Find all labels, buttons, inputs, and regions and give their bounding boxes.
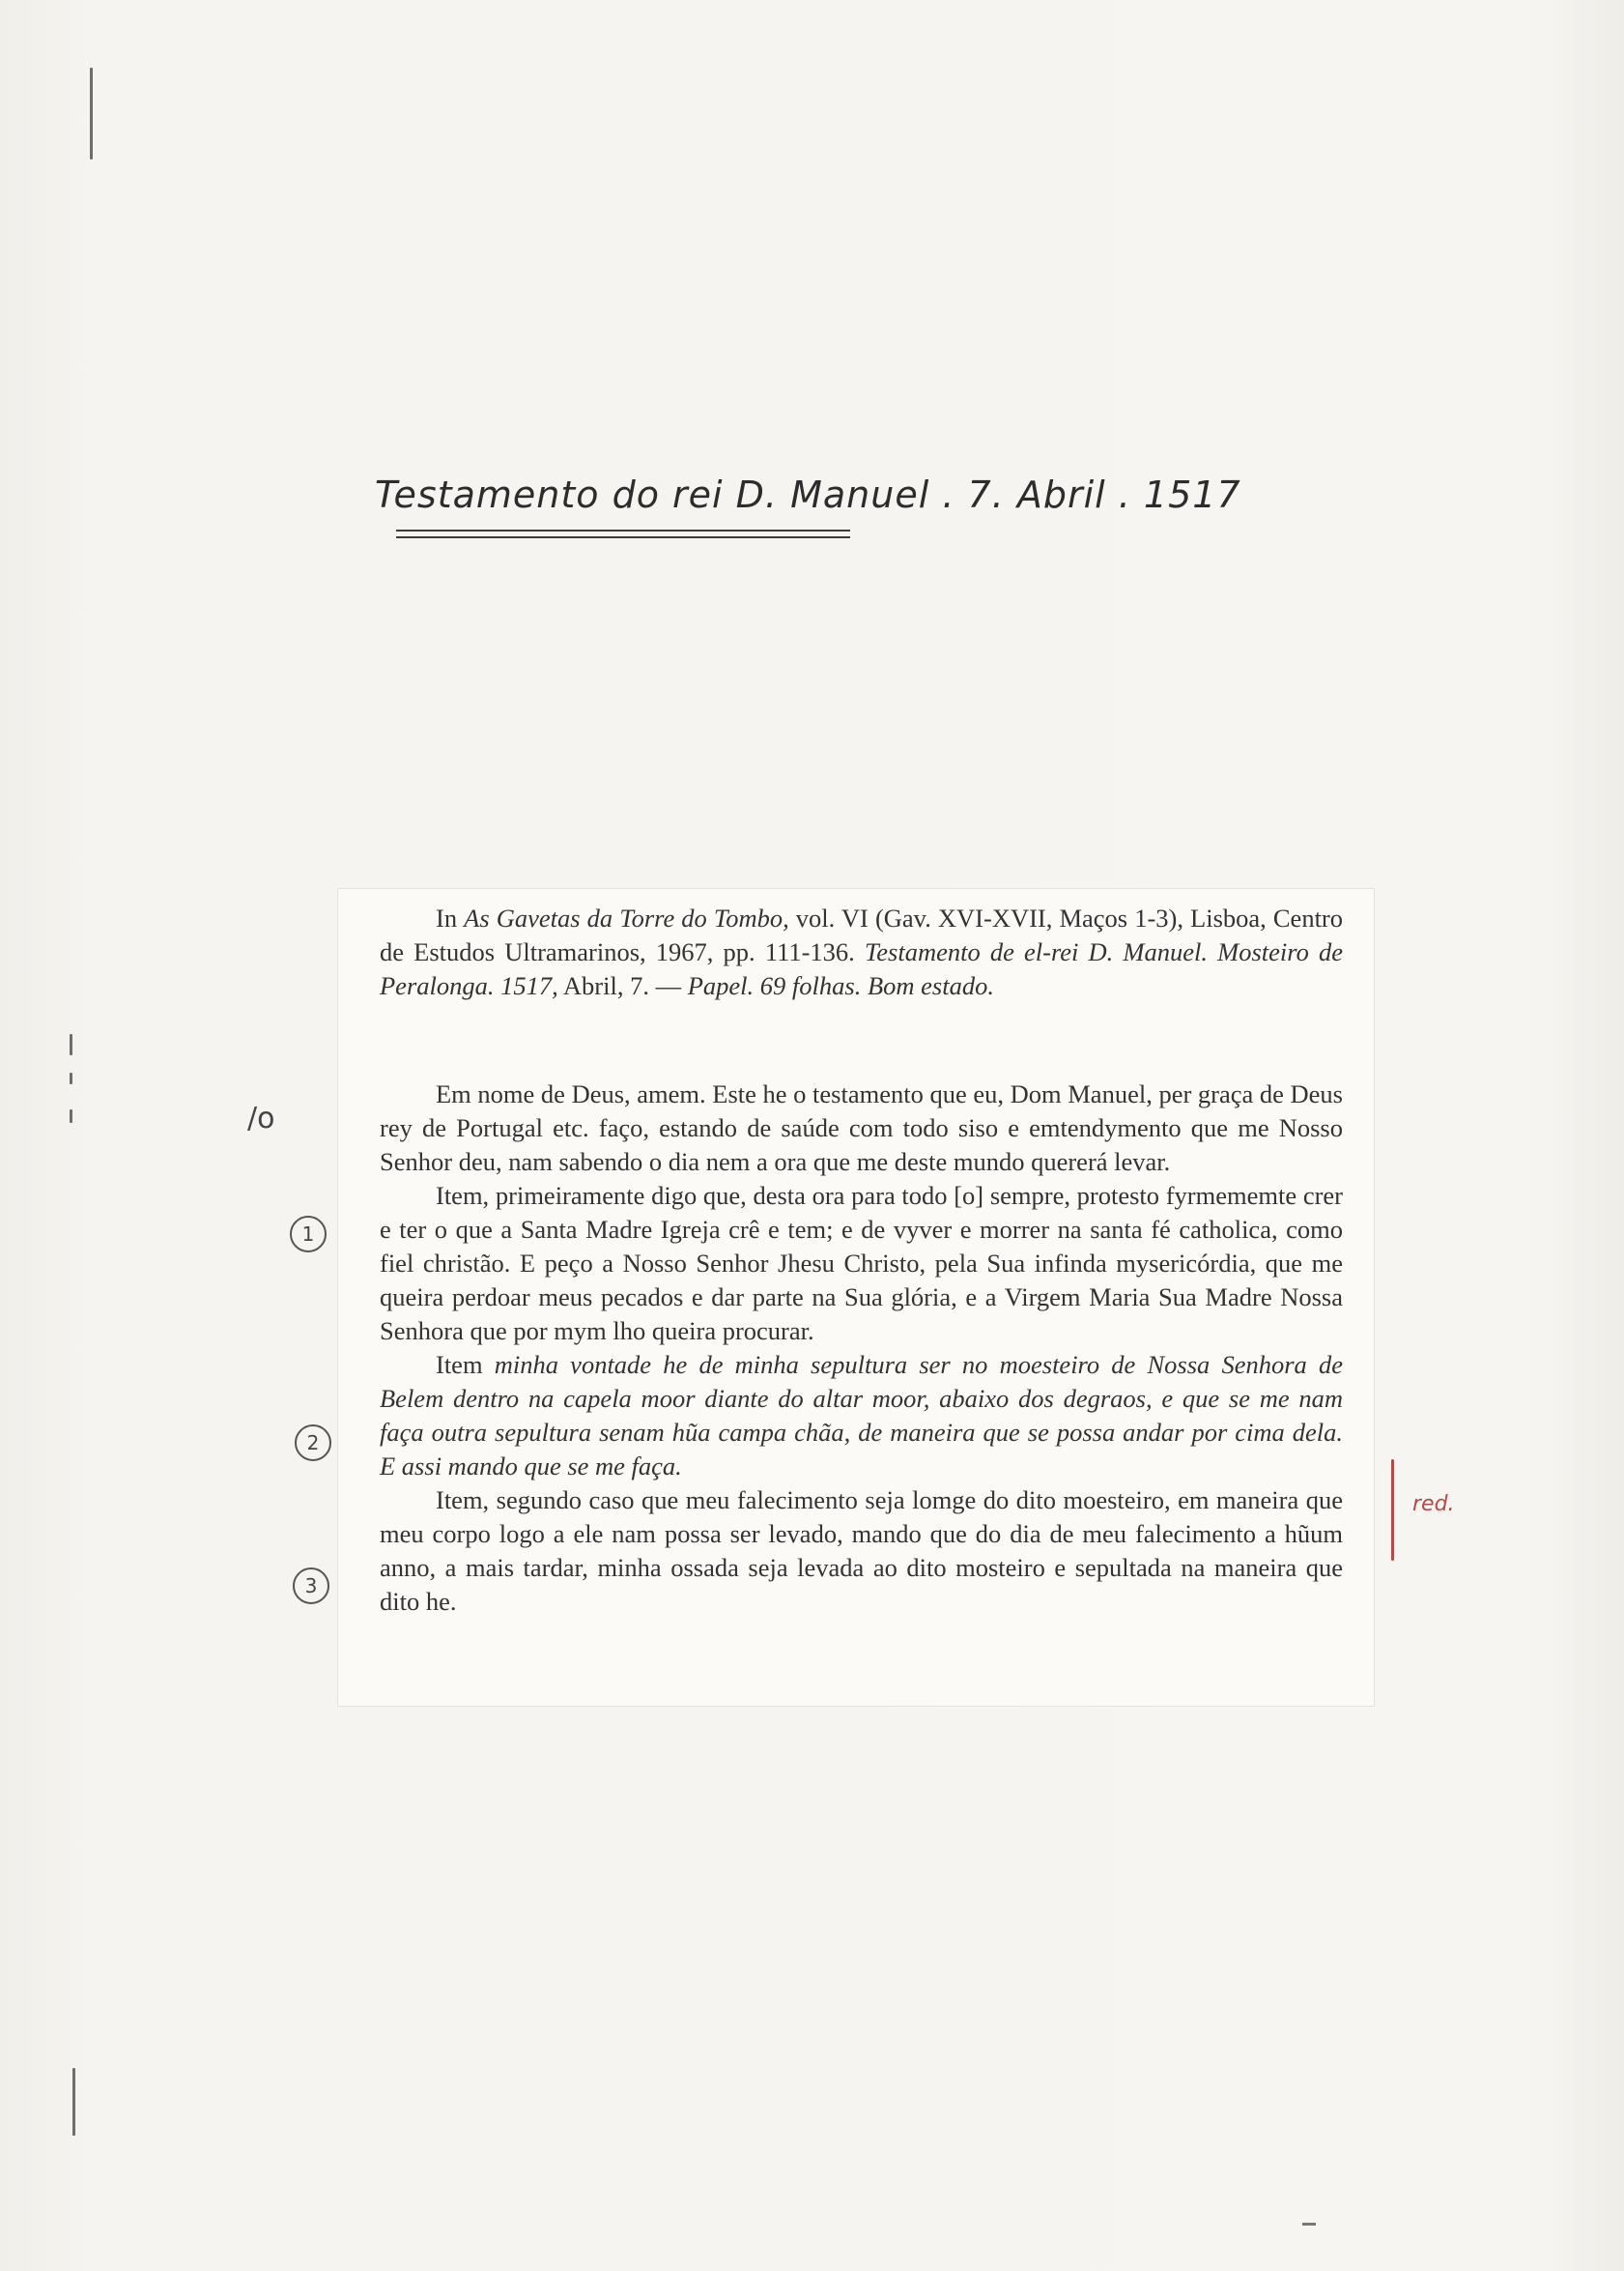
handwritten-heading: Testamento do rei D. Manuel . 7. Abril . 1517	[375, 474, 1241, 516]
corner-tick-mark	[1302, 2223, 1316, 2226]
binder-mark-bottom	[72, 2068, 75, 2136]
circled-marker-3: 3	[293, 1567, 329, 1604]
binder-mark-middle	[70, 1034, 72, 1055]
red-margin-annotation: red.	[1412, 1492, 1455, 1516]
binder-mark-top	[90, 68, 93, 159]
paragraph-item-3: Item, segundo caso que meu falecimento seja lomge do dito moesteiro, em maneira que meu corpo logo a ele nam possa ser levado, mando que do dia de meu falecimento a hũum anno, a mais tardar, minha ossada seja levada ao dito mosteiro e sepultada na maneira que dito he.	[380, 1485, 1343, 1616]
item-2-lead: Item	[436, 1350, 495, 1379]
heading-underline-2	[396, 536, 850, 538]
folio-note: /o	[247, 1102, 275, 1136]
paragraph-opening: Em nome de Deus, amem. Este he o testamento que eu, Dom Manuel, per graça de Deus rey de Portugal etc. faço, estando de saúde com todo siso e emtendymento que me Nosso Senhor deu, nam sabendo o dia nem a ora que me deste mundo quererá levar.	[380, 1079, 1343, 1176]
red-bracket-mark	[1391, 1459, 1394, 1561]
heading-underline	[396, 530, 850, 532]
reference-details: vol. VI (Gav. XVI-XVII, Maços 1-3), Lisboa, Centro de Estudos Ultramarinos, 1967, pp. 111-136.	[380, 904, 1344, 966]
circled-marker-1: 1	[290, 1216, 327, 1252]
circled-marker-2: 2	[295, 1424, 331, 1461]
reference-document-title: Testamento de el-rei D. Manuel. Mosteiro de Peralonga. 1517,	[380, 937, 1343, 1000]
reference-date: Abril, 7. —	[557, 971, 682, 1000]
item-2-text: minha vontade he de minha sepultura ser no moesteiro de Nossa Senhora de Belem dentro na capela moor diante do altar moor, abaixo dos degraos, e que se me nam faça outra sepultura senam hũa campa chãa, de maneira que se possa andar por cima dela. E assi mando que se me faça.	[380, 1350, 1344, 1480]
paragraph-item-1: Item, primeiramente digo que, desta ora para todo [o] sempre, protesto fyrmememte crer e ter o que a Santa Madre Igreja crê e tem; e de vyver e morrer na santa fé catholica, como fiel christão. E peço a Nosso Senhor Jhesu Christo, pela Sua infinda mysericórdia, que me queira perdoar meus pecados e dar parte na Sua glória, e a Virgem Maria Sua Madre Nossa Senhora que por mym lho queira procurar.	[380, 1181, 1343, 1345]
paragraph-item-2	[380, 1348, 1343, 1483]
bibliographic-reference	[380, 902, 1343, 1003]
testament-text	[380, 1078, 1343, 1619]
reference-prefix: In	[436, 904, 465, 933]
binder-mark-middle-2	[70, 1073, 72, 1084]
reference-work-title: As Gavetas da Torre do Tombo,	[464, 904, 789, 933]
reference-condition: Papel. 69 folhas. Bom estado.	[687, 971, 994, 1000]
binder-mark-middle-3	[70, 1109, 72, 1123]
